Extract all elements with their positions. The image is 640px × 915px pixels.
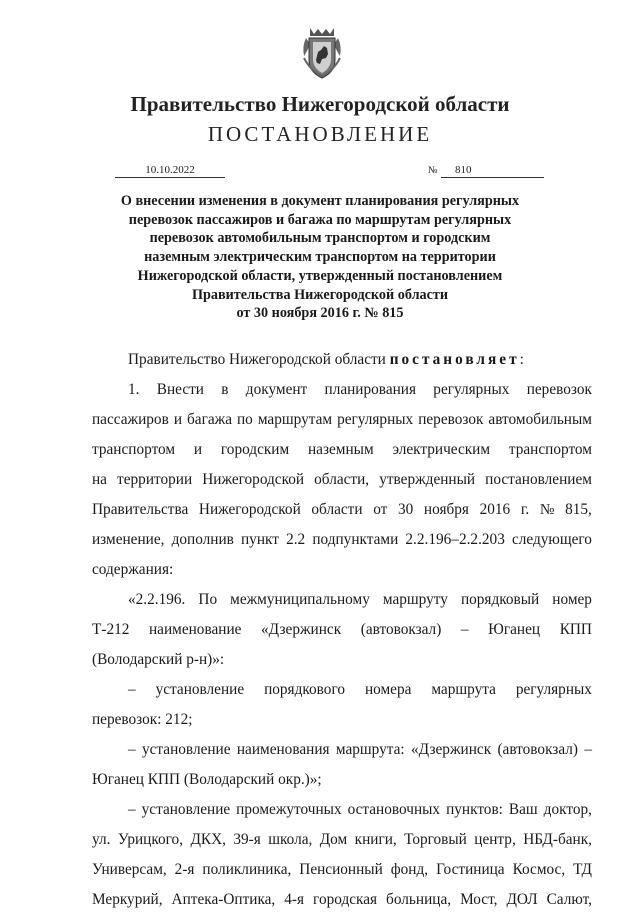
- word: содержания:: [92, 561, 174, 578]
- paragraph-line: [92, 375, 592, 405]
- word: маршруту: [382, 591, 448, 608]
- paragraph-line: [92, 525, 592, 555]
- word: ДОЛ: [506, 891, 538, 908]
- paragraph-line: [92, 675, 592, 705]
- word: порядкового: [264, 681, 345, 698]
- subject-line: от 30 ноября 2016 г. № 815: [236, 305, 404, 322]
- word: остановочных: [347, 801, 441, 818]
- word: перевозок: [418, 411, 484, 428]
- word: 1.: [128, 381, 140, 398]
- word: Универсам,: [92, 861, 167, 878]
- coat-of-arms-icon: [300, 26, 344, 80]
- paragraph-line: [92, 705, 592, 735]
- word: –: [128, 801, 136, 818]
- paragraph-line: [92, 735, 592, 765]
- word: «Дзержинск: [261, 621, 342, 638]
- document-number: 810: [441, 163, 544, 178]
- word: По: [198, 591, 218, 608]
- word: центр,: [474, 831, 516, 848]
- word: пунктов:: [446, 801, 503, 818]
- word: школа,: [268, 831, 313, 848]
- paragraph-line: [92, 765, 592, 795]
- paragraph-line: [92, 795, 592, 825]
- intro-text: Правительство Нижегородской области: [128, 351, 386, 368]
- word: Мост,: [460, 891, 498, 908]
- word: 4-я: [284, 891, 305, 908]
- document-date: 10.10.2022: [115, 163, 225, 178]
- intro-verb: постановляет: [389, 351, 520, 368]
- subject-line: наземным электрическим транспортом на территории: [144, 249, 496, 266]
- paragraph-line: [92, 855, 592, 885]
- word: Аптека-Оптика,: [171, 891, 276, 908]
- word: и: [193, 441, 203, 458]
- word: Ваш: [508, 801, 538, 818]
- word: номер: [552, 591, 592, 608]
- word: –: [128, 681, 136, 698]
- word: дополнив: [171, 531, 234, 548]
- paragraph-line: [92, 585, 592, 615]
- word: Космос,: [512, 861, 566, 878]
- word: Торговый: [404, 831, 467, 848]
- word: порядковый: [460, 591, 540, 608]
- subject-line: Нижегородской области, утвержденный постановлением: [137, 267, 503, 284]
- word: перевозок: 212;: [92, 711, 193, 728]
- word: №: [539, 501, 555, 518]
- word: номера: [364, 681, 412, 698]
- word: книги,: [354, 831, 397, 848]
- word: области: [311, 501, 363, 518]
- word: «2.2.196.: [128, 591, 186, 608]
- word: (Володарский р-н)»:: [92, 651, 225, 668]
- document-subject: [100, 192, 540, 323]
- word: территории: [117, 471, 193, 488]
- word: наименование: [148, 621, 242, 638]
- number-sign: №: [428, 165, 438, 176]
- word: –: [584, 741, 592, 758]
- word: (автовокзал): [497, 741, 579, 758]
- word: 30: [397, 501, 414, 518]
- word: г.: [520, 501, 530, 518]
- word: электрическим: [392, 441, 491, 458]
- word: области,: [314, 471, 370, 488]
- intro-line: [92, 345, 592, 375]
- word: 2.2: [286, 531, 306, 548]
- word: наземным: [308, 441, 374, 458]
- word: перевозок: [526, 381, 592, 398]
- word: установление: [141, 801, 231, 818]
- word: постановлением: [485, 471, 592, 488]
- word: Юганец КПП (Володарский окр.)»;: [92, 771, 322, 788]
- word: маршрутам: [257, 411, 333, 428]
- word: 2016: [479, 501, 511, 518]
- word: документ: [245, 381, 308, 398]
- word: (автовокзал): [360, 621, 442, 638]
- word: Т-212: [92, 621, 130, 638]
- paragraph-line: [92, 495, 592, 525]
- word: наименования: [236, 741, 330, 758]
- word: 815,: [565, 501, 592, 518]
- word: маршрута:: [335, 741, 405, 758]
- subject-line: перевозок автомобильным транспортом и городским: [149, 230, 491, 247]
- word: подпунктами: [312, 531, 399, 548]
- word: регулярных: [515, 681, 592, 698]
- word: доктор,: [543, 801, 592, 818]
- word: Юганец: [488, 621, 541, 638]
- word: Урицкого,: [117, 831, 184, 848]
- paragraph-line: [92, 885, 592, 915]
- word: больница,: [386, 891, 452, 908]
- word: «Дзержинск: [411, 741, 492, 758]
- word: НБД-банк,: [523, 831, 592, 848]
- word: установление: [141, 741, 231, 758]
- word: ДКХ,: [190, 831, 226, 848]
- word: изменение,: [92, 531, 165, 548]
- paragraph-line: [92, 825, 592, 855]
- word: в: [221, 381, 229, 398]
- word: планирования: [324, 381, 417, 398]
- word: Правительства: [92, 501, 189, 518]
- word: транспортом: [508, 441, 592, 458]
- paragraph-line: [92, 645, 592, 675]
- paragraph-line: [92, 555, 592, 585]
- document-type: ПОСТАНОВЛЕНИЕ: [207, 122, 433, 146]
- paragraph-line: [92, 435, 592, 465]
- word: следующего: [511, 531, 592, 548]
- word: регулярных: [433, 381, 510, 398]
- word: Внести: [156, 381, 204, 398]
- word: городским: [220, 441, 290, 458]
- word: Гостиница: [436, 861, 505, 878]
- word: КПП: [559, 621, 592, 638]
- word: на: [92, 471, 107, 488]
- word: 2-я: [174, 861, 195, 878]
- word: транспортом: [92, 441, 176, 458]
- word: утвержденный: [379, 471, 476, 488]
- word: Меркурий,: [92, 891, 163, 908]
- word: пункт: [241, 531, 279, 548]
- word: ТД: [573, 861, 592, 878]
- word: Нижегородской: [202, 471, 305, 488]
- word: ноября: [423, 501, 469, 518]
- word: 2.2.196–2.2.203: [405, 531, 505, 548]
- word: установление: [155, 681, 245, 698]
- word: Дом: [319, 831, 348, 848]
- word: –: [460, 621, 469, 638]
- word: багажа: [187, 411, 232, 428]
- word: межмуниципальному: [230, 591, 370, 608]
- paragraph-line: [92, 465, 592, 495]
- word: фонд,: [390, 861, 429, 878]
- word: 39-я: [233, 831, 261, 848]
- word: Пенсионный: [299, 861, 383, 878]
- word: по: [237, 411, 253, 428]
- word: поликлиника,: [202, 861, 292, 878]
- word: маршрута: [431, 681, 496, 698]
- word: Нижегородской: [198, 501, 301, 518]
- word: пассажиров: [92, 411, 169, 428]
- word: промежуточных: [236, 801, 342, 818]
- subject-line: Правительства Нижегородской области: [191, 286, 449, 303]
- word: от: [373, 501, 388, 518]
- intro-end: :: [519, 351, 524, 368]
- subject-line: перевозок пассажиров и багажа по маршрутам регулярных: [128, 211, 512, 228]
- paragraph-line: [92, 405, 592, 435]
- paragraph-line: [92, 615, 592, 645]
- document-body: [92, 345, 592, 915]
- word: Салют,: [546, 891, 592, 908]
- paragraphs: [92, 375, 592, 915]
- subject-line: О внесении изменения в документ планирования регулярных: [120, 193, 520, 209]
- word: ул.: [92, 831, 111, 848]
- government-title: Правительство Нижегородской области: [130, 92, 510, 116]
- word: городская: [313, 891, 378, 908]
- word: –: [128, 741, 136, 758]
- word: регулярных: [337, 411, 414, 428]
- word: автомобильным: [488, 411, 592, 428]
- word: и: [173, 411, 182, 428]
